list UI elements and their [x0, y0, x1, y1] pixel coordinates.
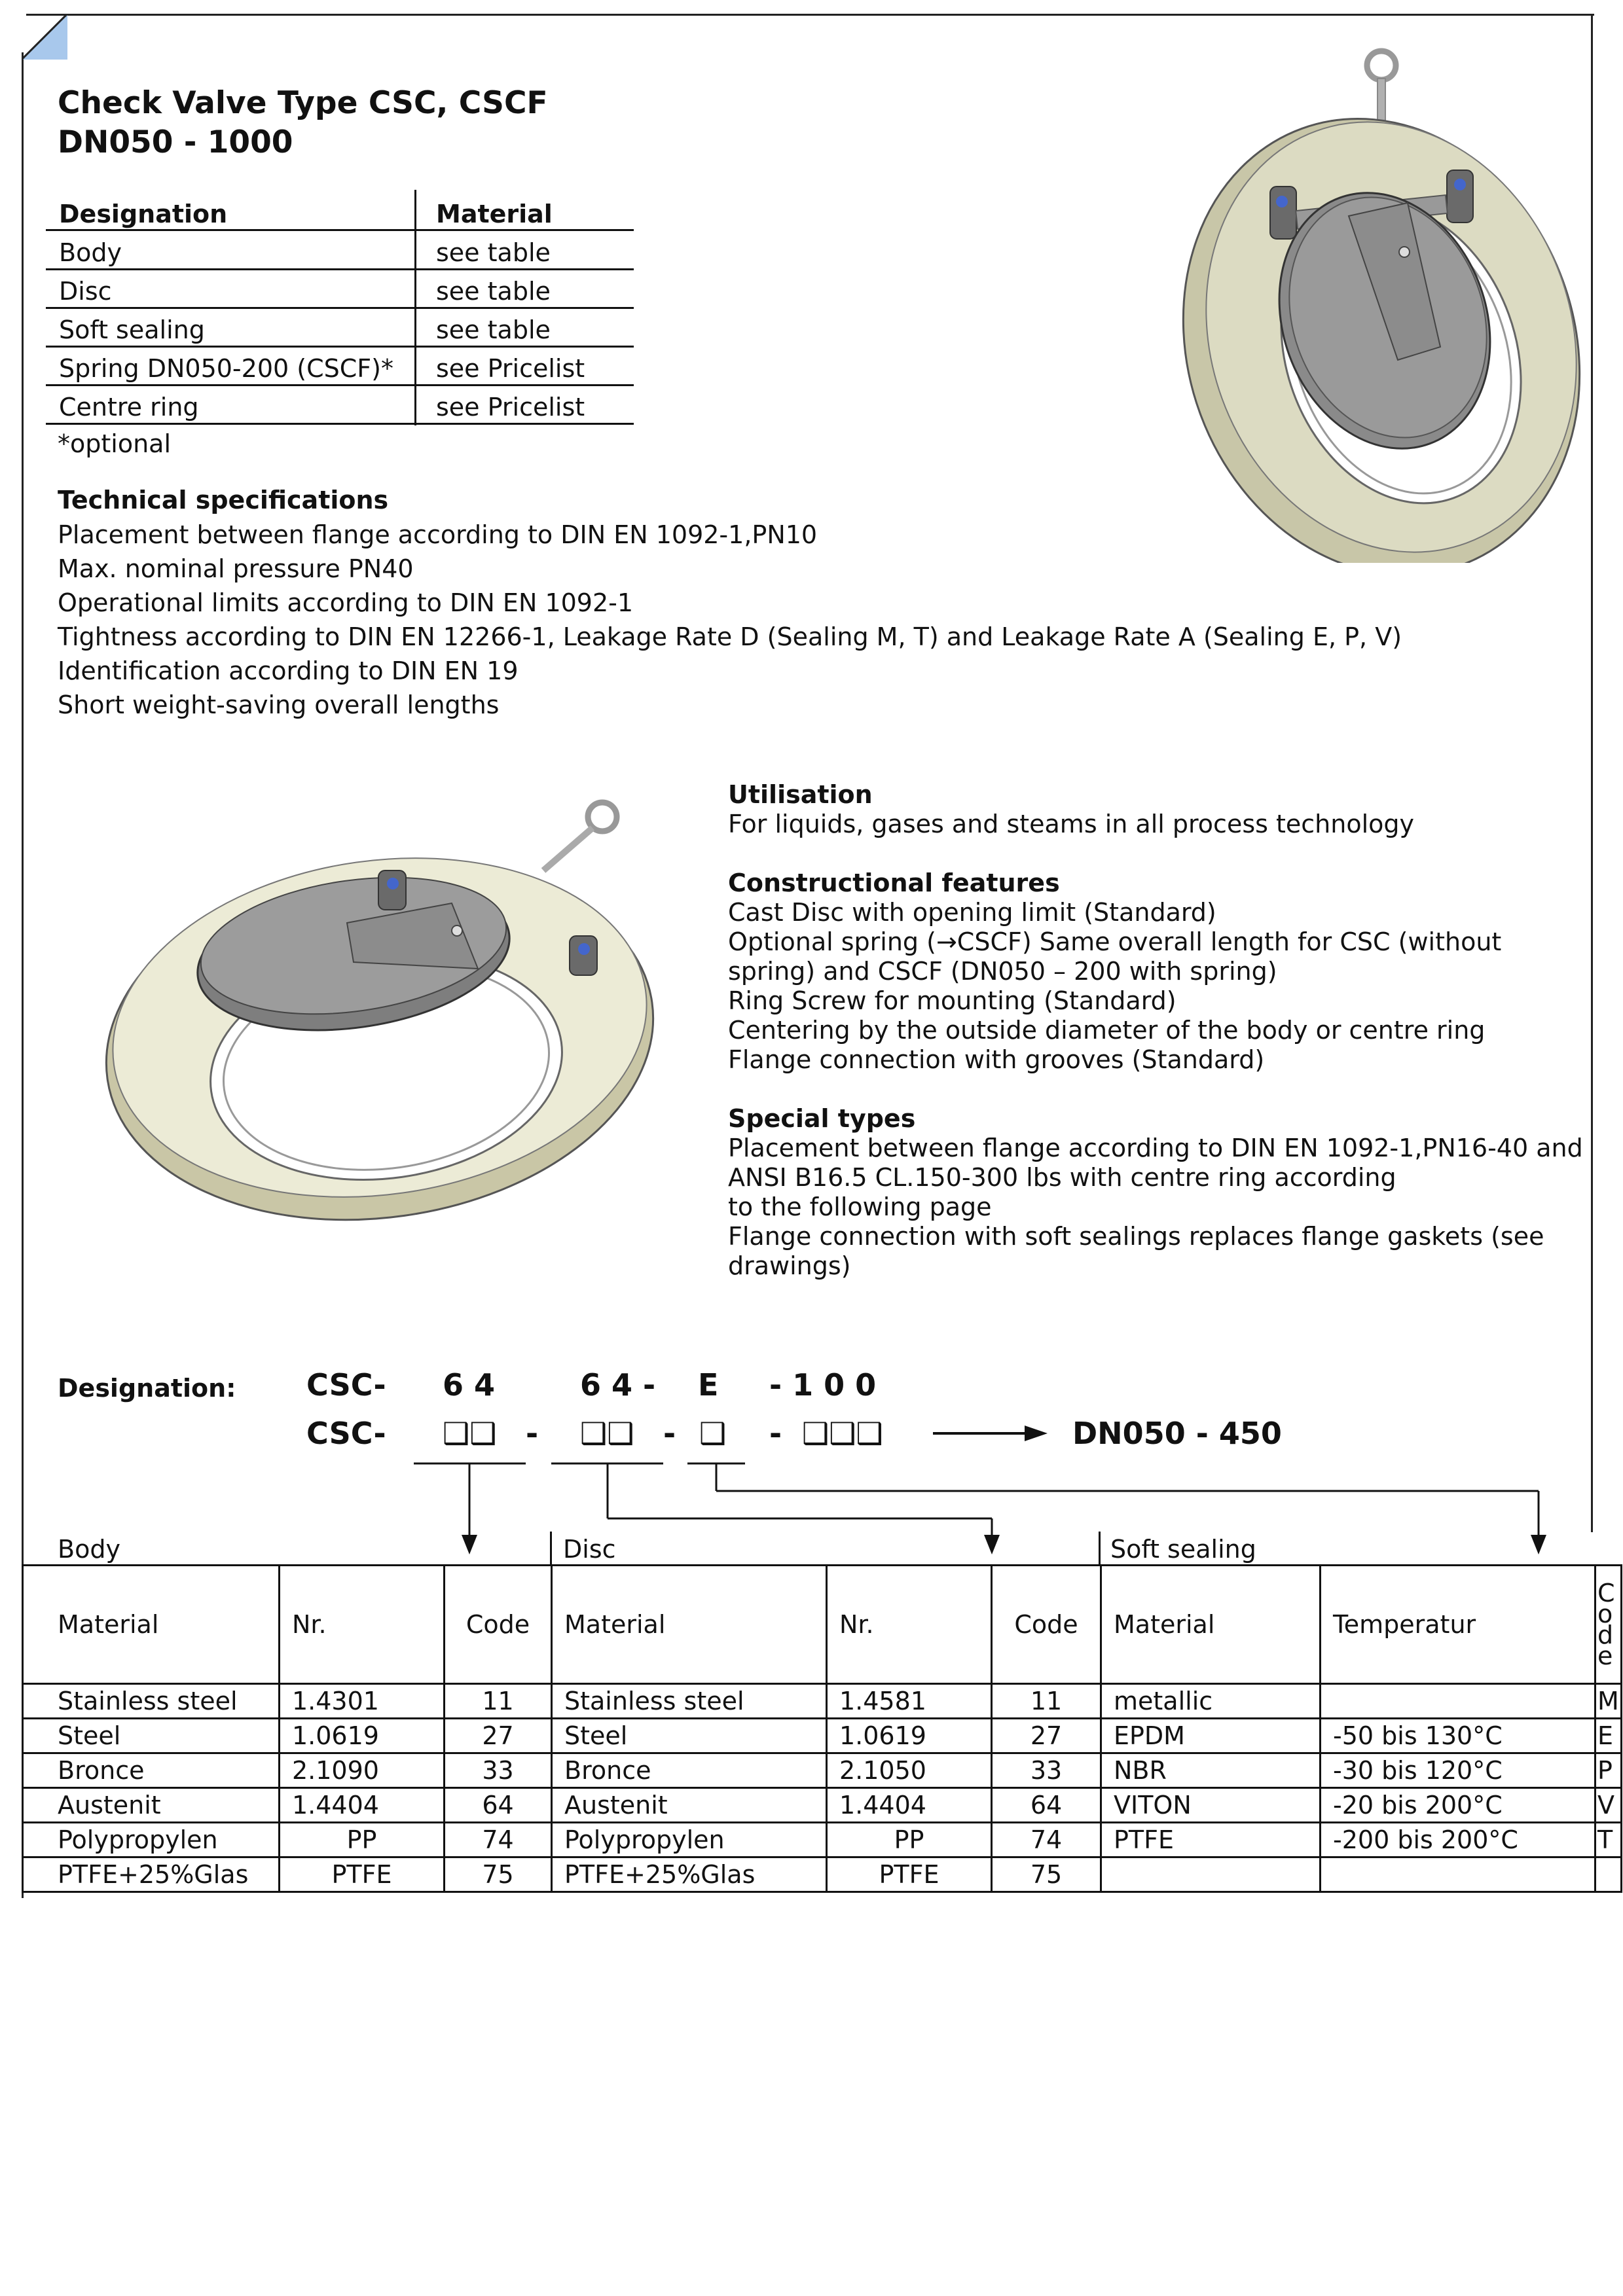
cell-disc-code: 75	[992, 1857, 1101, 1892]
designation-pattern-range: DN050 - 450	[1072, 1416, 1282, 1451]
cell-seal-code	[1596, 1857, 1622, 1892]
cell-body-code: 74	[445, 1823, 552, 1857]
header-seal-code: Code	[1596, 1566, 1622, 1684]
header-body-code: Code	[445, 1566, 552, 1684]
designation-pattern-size: ❑❑❑	[802, 1416, 883, 1451]
material-row-designation: Disc	[59, 277, 112, 306]
material-table-header-material: Material	[436, 200, 553, 228]
cell-seal-material	[1101, 1857, 1321, 1892]
header-body-material: Material	[23, 1566, 280, 1684]
constructional-line: spring) and CSCF (DN050 – 200 with spring)	[728, 957, 1277, 986]
cell-disc-material: Austenit	[552, 1788, 827, 1823]
tech-specs-heading: Technical specifications	[58, 486, 389, 514]
cell-body-material: Austenit	[23, 1788, 280, 1823]
cell-body-code: 11	[445, 1684, 552, 1719]
constructional-heading: Constructional features	[728, 869, 1060, 897]
cell-disc-material: Bronce	[552, 1753, 827, 1788]
special-types-line: drawings)	[728, 1251, 851, 1280]
cell-body-material: Stainless steel	[23, 1684, 280, 1719]
header-seal-material: Material	[1101, 1566, 1321, 1684]
cell-seal-code: T	[1596, 1823, 1622, 1857]
cell-body-nr: 1.4404	[280, 1788, 445, 1823]
designation-connector-lines	[0, 1407, 1623, 1564]
special-types-line: Placement between flange according to DIN EN 1092-1,PN16-40 and	[728, 1134, 1583, 1162]
header-disc-code: Code	[992, 1566, 1101, 1684]
table-rule	[46, 384, 634, 386]
cell-seal-code: M	[1596, 1684, 1622, 1719]
group-divider	[1099, 1532, 1101, 1566]
group-label-body: Body	[58, 1535, 120, 1564]
table-row	[23, 1857, 1622, 1892]
material-row-designation: Soft sealing	[59, 315, 205, 344]
title-line-2: DN050 - 1000	[58, 124, 293, 160]
cell-seal-material: PTFE	[1101, 1823, 1321, 1857]
special-types-heading: Special types	[728, 1104, 916, 1133]
material-row-material: see Pricelist	[436, 393, 585, 422]
designation-pattern-sep: -	[526, 1416, 539, 1451]
cell-body-nr: 1.4301	[280, 1684, 445, 1719]
table-rule	[46, 346, 634, 348]
cell-body-code: 27	[445, 1719, 552, 1753]
header-disc-nr: Nr.	[827, 1566, 992, 1684]
material-row-material: see table	[436, 315, 551, 344]
cell-body-nr: 2.1090	[280, 1753, 445, 1788]
cell-disc-material: Stainless steel	[552, 1684, 827, 1719]
optional-footnote: *optional	[58, 429, 172, 458]
designation-pattern-sep: -	[663, 1416, 676, 1451]
cell-disc-material: Polypropylen	[552, 1823, 827, 1857]
cell-seal-temperature: -30 bis 120°C	[1321, 1753, 1596, 1788]
folded-corner-icon	[22, 14, 67, 60]
cell-disc-material: PTFE+25%Glas	[552, 1857, 827, 1892]
designation-example-prefix: CSC-	[306, 1367, 386, 1403]
cell-disc-material: Steel	[552, 1719, 827, 1753]
utilisation-heading: Utilisation	[728, 780, 873, 809]
material-row-designation: Spring DN050-200 (CSCF)*	[59, 354, 393, 383]
header-body-nr: Nr.	[280, 1566, 445, 1684]
page-frame-right	[1591, 14, 1593, 1532]
designation-pattern-prefix: CSC-	[306, 1416, 386, 1451]
cell-body-code: 64	[445, 1788, 552, 1823]
material-code-table	[22, 1564, 1622, 1893]
cell-seal-temperature	[1321, 1857, 1596, 1892]
designation-label: Designation:	[58, 1374, 236, 1403]
table-row	[23, 1719, 1622, 1753]
page-title	[58, 84, 548, 162]
page-frame-top	[26, 14, 1594, 16]
cell-disc-code: 74	[992, 1823, 1101, 1857]
constructional-line: Ring Screw for mounting (Standard)	[728, 986, 1176, 1015]
designation-pattern-sealing: ❑	[699, 1416, 727, 1451]
cell-seal-material: EPDM	[1101, 1719, 1321, 1753]
cell-body-code: 75	[445, 1857, 552, 1892]
cell-seal-temperature: -50 bis 130°C	[1321, 1719, 1596, 1753]
tech-spec-line: Placement between flange according to DIN EN 1092-1,PN10	[58, 520, 818, 549]
designation-pattern-body: ❑❑	[443, 1416, 497, 1451]
designation-pattern-disc: ❑❑	[580, 1416, 634, 1451]
cell-seal-code: V	[1596, 1788, 1622, 1823]
cell-body-nr: PTFE	[280, 1857, 445, 1892]
table-row	[23, 1788, 1622, 1823]
cell-seal-code: P	[1596, 1753, 1622, 1788]
tech-spec-line: Identification according to DIN EN 19	[58, 656, 519, 685]
table-row	[23, 1684, 1622, 1719]
material-row-material: see Pricelist	[436, 354, 585, 383]
constructional-line: Flange connection with grooves (Standard)	[728, 1045, 1265, 1074]
material-row-material: see table	[436, 277, 551, 306]
cell-disc-code: 33	[992, 1753, 1101, 1788]
table-row	[23, 1823, 1622, 1857]
cell-seal-temperature: -200 bis 200°C	[1321, 1823, 1596, 1857]
group-label-sealing: Soft sealing	[1110, 1535, 1256, 1564]
tech-spec-line: Short weight-saving overall lengths	[58, 691, 500, 719]
cell-body-material: PTFE+25%Glas	[23, 1857, 280, 1892]
designation-example-disc: 6 4 -	[580, 1367, 656, 1403]
cell-body-code: 33	[445, 1753, 552, 1788]
cell-disc-code: 11	[992, 1684, 1101, 1719]
special-types-line: to the following page	[728, 1193, 992, 1221]
designation-example-body: 6 4	[443, 1367, 496, 1403]
cell-disc-nr: PP	[827, 1823, 992, 1857]
constructional-line: Optional spring (→CSCF) Same overall length for CSC (without	[728, 927, 1502, 956]
cell-disc-nr: 1.0619	[827, 1719, 992, 1753]
tech-spec-line: Operational limits according to DIN EN 1092-1	[58, 588, 634, 617]
table-rule	[46, 307, 634, 309]
material-row-material: see table	[436, 238, 551, 267]
material-row-designation: Centre ring	[59, 393, 199, 422]
check-valve-front-image	[1172, 39, 1591, 563]
cell-disc-nr: 1.4404	[827, 1788, 992, 1823]
designation-example-size: - 1 0 0	[769, 1367, 877, 1403]
cell-seal-material: metallic	[1101, 1684, 1321, 1719]
code-table-header-row	[23, 1566, 1622, 1684]
table-row	[23, 1753, 1622, 1788]
check-valve-perspective-image	[98, 792, 661, 1224]
cell-seal-material: NBR	[1101, 1753, 1321, 1788]
header-seal-temperature: Temperatur	[1321, 1566, 1596, 1684]
utilisation-line: For liquids, gases and steams in all process technology	[728, 810, 1415, 838]
tech-spec-line: Max. nominal pressure PN40	[58, 554, 414, 583]
cell-body-material: Polypropylen	[23, 1823, 280, 1857]
table-rule	[46, 229, 634, 231]
cell-disc-nr: 1.4581	[827, 1684, 992, 1719]
cell-seal-temperature: -20 bis 200°C	[1321, 1788, 1596, 1823]
cell-seal-material: VITON	[1101, 1788, 1321, 1823]
constructional-line: Centering by the outside diameter of the body or centre ring	[728, 1016, 1486, 1045]
title-line-1: Check Valve Type CSC, CSCF	[58, 85, 548, 121]
header-disc-material: Material	[552, 1566, 827, 1684]
cell-seal-code: E	[1596, 1719, 1622, 1753]
special-types-line: ANSI B16.5 CL.150-300 lbs with centre ring according	[728, 1163, 1396, 1192]
special-types-line: Flange connection with soft sealings replaces flange gaskets (see	[728, 1222, 1544, 1251]
material-row-designation: Body	[59, 238, 122, 267]
cell-disc-nr: PTFE	[827, 1857, 992, 1892]
cell-body-material: Bronce	[23, 1753, 280, 1788]
cell-body-nr: PP	[280, 1823, 445, 1857]
designation-pattern-sep: -	[769, 1416, 782, 1451]
cell-seal-temperature	[1321, 1684, 1596, 1719]
designation-example-sealing: E	[698, 1367, 719, 1403]
cell-body-nr: 1.0619	[280, 1719, 445, 1753]
group-label-disc: Disc	[563, 1535, 616, 1564]
table-rule	[46, 423, 634, 425]
cell-disc-code: 64	[992, 1788, 1101, 1823]
material-table-header-designation: Designation	[59, 200, 228, 228]
cell-body-material: Steel	[23, 1719, 280, 1753]
tech-spec-line: Tightness according to DIN EN 12266-1, Leakage Rate D (Sealing M, T) and Leakage Rate A (Sealing E, P, V)	[58, 622, 1402, 651]
group-divider	[550, 1532, 552, 1566]
cell-disc-nr: 2.1050	[827, 1753, 992, 1788]
constructional-line: Cast Disc with opening limit (Standard)	[728, 898, 1216, 927]
cell-disc-code: 27	[992, 1719, 1101, 1753]
table-rule	[46, 268, 634, 270]
